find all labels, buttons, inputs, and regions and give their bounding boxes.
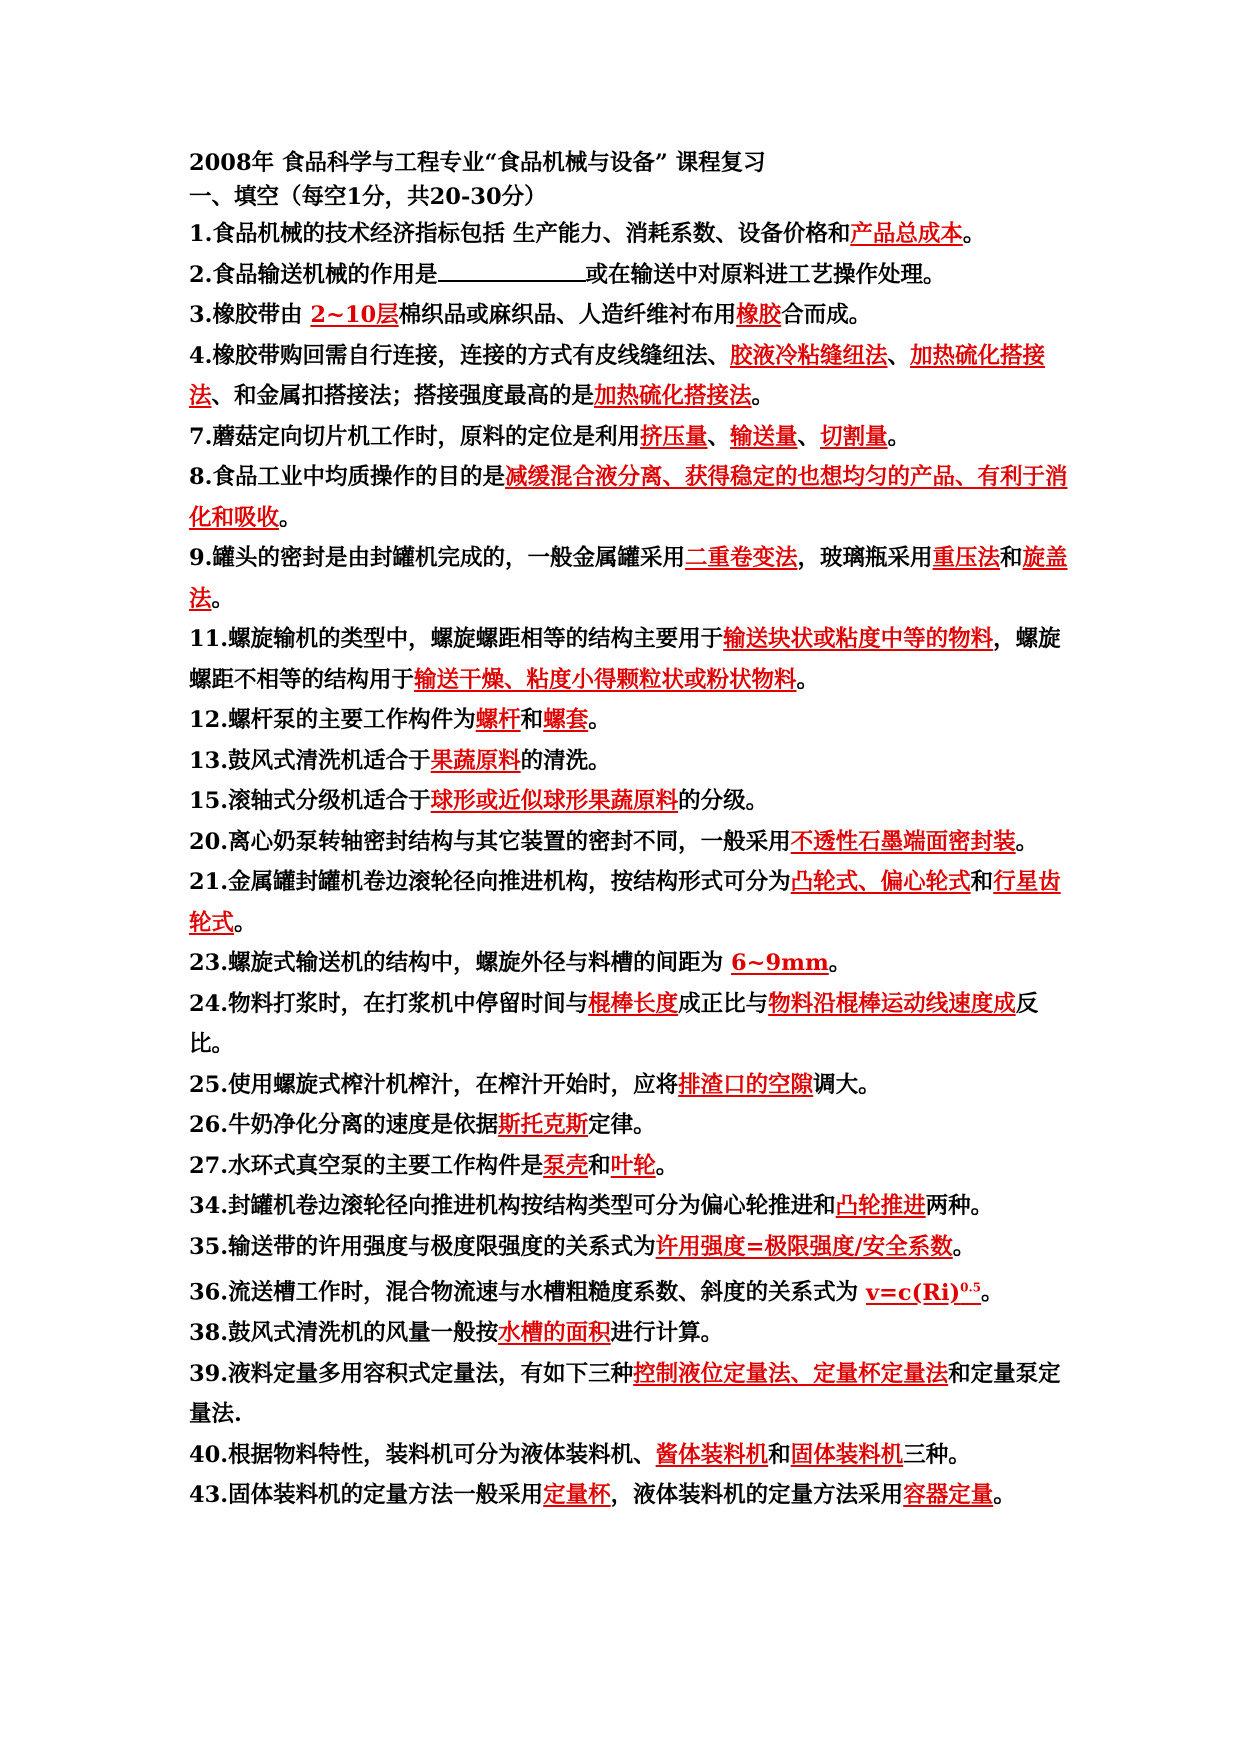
question-item [189,862,1069,943]
question-text: 。 [1015,828,1039,855]
answer-text: 行星齿轮式 [189,869,1061,936]
question-text: 7.蘑菇定向切片机工作时，原料的定位是利用 [189,423,640,450]
answer-text: 螺套 [543,707,589,733]
question-text: 。 [981,1279,1004,1306]
question-item [189,1267,1069,1313]
question-item [189,741,1069,782]
question-item [189,700,1069,741]
question-text: 、 [887,342,911,369]
question-text: 15.滚轴式分级机适合于 [189,788,431,814]
answer-text: $v=c(Ri)^{0.5}$ [865,1279,982,1306]
question-text: 。 [993,1482,1016,1508]
question-text: 和 [768,1441,791,1468]
question-item [189,1354,1069,1435]
question-text: 。 [796,666,820,693]
answer-text: 棍棒长度 [588,990,679,1017]
question-text: 20.离心奶泵转轴密封结构与其它装置的密封不同，一般采用 [189,828,791,855]
answer-text: 2~10层 [310,302,399,328]
answer-text: 胶液冷粘缝纽法 [730,342,888,369]
answer-text: 固体装料机 [790,1441,904,1468]
question-text: 的清洗。 [520,747,611,774]
answer-text: 物料沿棍棒运动线速度成 [768,990,1016,1017]
answer-text: 挤压量 [640,423,708,450]
question-text: ，液体装料机的定量方法采用 [610,1482,904,1508]
question-list [189,214,1069,1516]
question-text: 。 [279,504,302,531]
question-text: 和 [1000,545,1023,571]
question-text: 27.水环式真空泵的主要工作构件是 [189,1152,544,1179]
question-text: 9.罐头的密封是由封罐机完成的，一般金属罐采用 [189,545,685,571]
document-title: 2008年 食品科学与工程专业“食品机械与设备” 课程复习 [189,150,766,176]
answer-text: 螺杆 [475,707,521,733]
question-text: 三种。 [903,1441,971,1468]
question-text: 43.固体装料机的定量方法一般采用 [189,1482,544,1508]
answer-text: 容器定量 [903,1482,994,1508]
question-text: 、 [797,423,821,450]
question-item [189,336,1069,417]
answer-text: 橡胶 [736,302,782,328]
question-text: 34.封罐机卷边滚轮径向推进机构按结构类型可分为偏心轮推进和 [189,1193,836,1219]
question-text: ，螺旋螺距不相等的结构用于 [189,626,1061,693]
answer-text: 输送量 [730,423,798,450]
question-text: 和定量泵定量法. [189,1360,1061,1427]
answer-text: 凸轮推进 [835,1193,926,1219]
question-text: 23.螺旋式输送机的结构中，螺旋外径与料槽的间距为 [189,950,731,976]
answer-text: 果蔬原料 [430,747,521,774]
answer-text: 切割量 [820,423,888,450]
question-text: 3.橡胶带由 [189,302,311,328]
question-text: 36.流送槽工作时，混合物流速与水槽粗糙度系数、斜度的关系式为 [189,1279,866,1306]
question-item [189,822,1069,863]
answer-text: 加热硫化搭接法 [594,383,752,409]
question-item [189,943,1069,984]
question-item [189,457,1069,538]
answer-text: 旋盖法 [189,545,1068,612]
question-text: 。 [655,1152,679,1179]
answer-text: 定量杯 [543,1482,611,1508]
question-text: 2.食品输送机械的作用是 [189,261,438,288]
answer-text: 球形或近似球形果蔬原料 [430,788,679,814]
answer-text: 重压法 [932,545,1001,571]
question-item [189,984,1069,1065]
question-item [189,1105,1069,1146]
question-item [189,214,1069,255]
question-text: 和 [588,1152,611,1179]
question-item [189,1227,1069,1268]
question-text: 两种。 [925,1193,994,1219]
question-text: 、和金属扣搭接法；搭接强度最高的是 [211,383,595,409]
question-text: 。 [751,383,775,409]
question-text: 和 [520,707,544,733]
answer-text: 产品总成本 [850,221,963,247]
question-text: 25.使用螺旋式榨汁机榨汁，在榨汁开始时，应将 [189,1071,679,1098]
question-text: 。 [887,423,911,450]
question-item [189,295,1069,336]
question-text: 和 [970,869,994,895]
question-text: 39.液料定量多用容积式定量法，有如下三种 [189,1360,634,1387]
question-item [189,1146,1069,1187]
answer-superscript: 0.5 [960,1280,982,1294]
answer-text: 凸轮式、偏心轮式 [790,869,971,895]
answer-text: 减缓混合液分离、获得稳定的也想均匀的产品、有利于消化和吸收 [189,464,1068,531]
question-text: ，玻璃瓶采用 [797,545,933,571]
question-text: 。 [962,221,986,247]
answer-text: 酱体装料机 [655,1441,769,1468]
question-text: 26.牛奶净化分离的速度是依据 [189,1112,499,1138]
answer-text: 控制液位定量法、定量杯定量法 [633,1360,949,1387]
answer-text: 叶轮 [610,1152,656,1179]
answer-text: 斯托克斯 [498,1112,589,1138]
answer-text: 二重卷变法 [685,545,798,571]
question-text: 合而成。 [781,302,872,328]
answer-text: 泵壳 [543,1152,589,1179]
document-page [189,146,1069,1516]
question-text: 35.输送带的许用强度与极度限强度的关系式为 [189,1233,656,1260]
answer-text: 6~9mm [730,950,829,976]
answer-text: 水槽的面积 [498,1320,611,1346]
question-text: 12.螺杆泵的主要工作构件为 [189,707,476,733]
question-text: 的分级。 [678,788,769,814]
question-text: 。 [588,707,611,733]
answer-text: 许用强度=极限强度/安全系数 [655,1233,953,1260]
section-heading: 一、填空（每空1分，共20-30分） [189,184,547,210]
question-item [189,255,1069,296]
question-text: 。 [211,585,235,612]
answer-blank [438,260,586,282]
question-text: 进行计算。 [610,1320,724,1346]
question-item [189,1065,1069,1106]
question-text: 21.金属罐封罐机卷边滚轮径向推进机构，按结构形式可分为 [189,869,791,895]
question-text: 13.鼓风式清洗机适合于 [189,747,431,774]
question-text: 。 [234,909,257,936]
question-text: 。 [952,1233,976,1260]
question-text: 或在输送中对原料进工艺操作处理。 [585,261,946,288]
question-text: 8.食品工业中均质操作的目的是 [189,464,505,490]
question-text: 、 [707,423,731,450]
question-text: 11.螺旋输机的类型中，螺旋螺距相等的结构主要用于 [189,626,724,652]
question-item [189,1313,1069,1354]
question-text: 1.食品机械的技术经济指标包括 生产能力、消耗系数、设备价格和 [189,221,851,247]
question-text: 棉织品或麻织品、人造纤维衬布用 [398,302,737,328]
question-text: 定律。 [588,1112,656,1138]
question-text: 40.根据物料特性，装料机可分为液体装料机、 [189,1441,656,1468]
answer-text: 不透性石墨端面密封装 [790,828,1016,855]
answer-text: 排渣口的空隙 [678,1071,814,1098]
question-item [189,1475,1069,1516]
answer-text: 输送干燥、粘度小得颗粒状或粉状物料 [414,666,797,693]
question-item [189,1186,1069,1227]
question-item [189,417,1069,458]
answer-text: 输送块状或粘度中等的物料 [723,626,994,652]
question-text: 反比。 [189,990,1039,1057]
question-text: 38.鼓风式清洗机的风量一般按 [189,1320,499,1346]
question-item [189,538,1069,619]
question-item [189,1435,1069,1476]
question-text: 。 [828,950,852,976]
question-item [189,781,1069,822]
question-text: 调大。 [813,1071,881,1098]
question-text: 4.橡胶带购回需自行连接，连接的方式有皮线缝纽法、 [189,342,730,369]
answer-text: 加热硫化搭接法 [189,342,1046,409]
question-item [189,619,1069,700]
question-text: 成正比与 [678,990,769,1017]
question-text: 24.物料打浆时，在打浆机中停留时间与 [189,990,589,1017]
